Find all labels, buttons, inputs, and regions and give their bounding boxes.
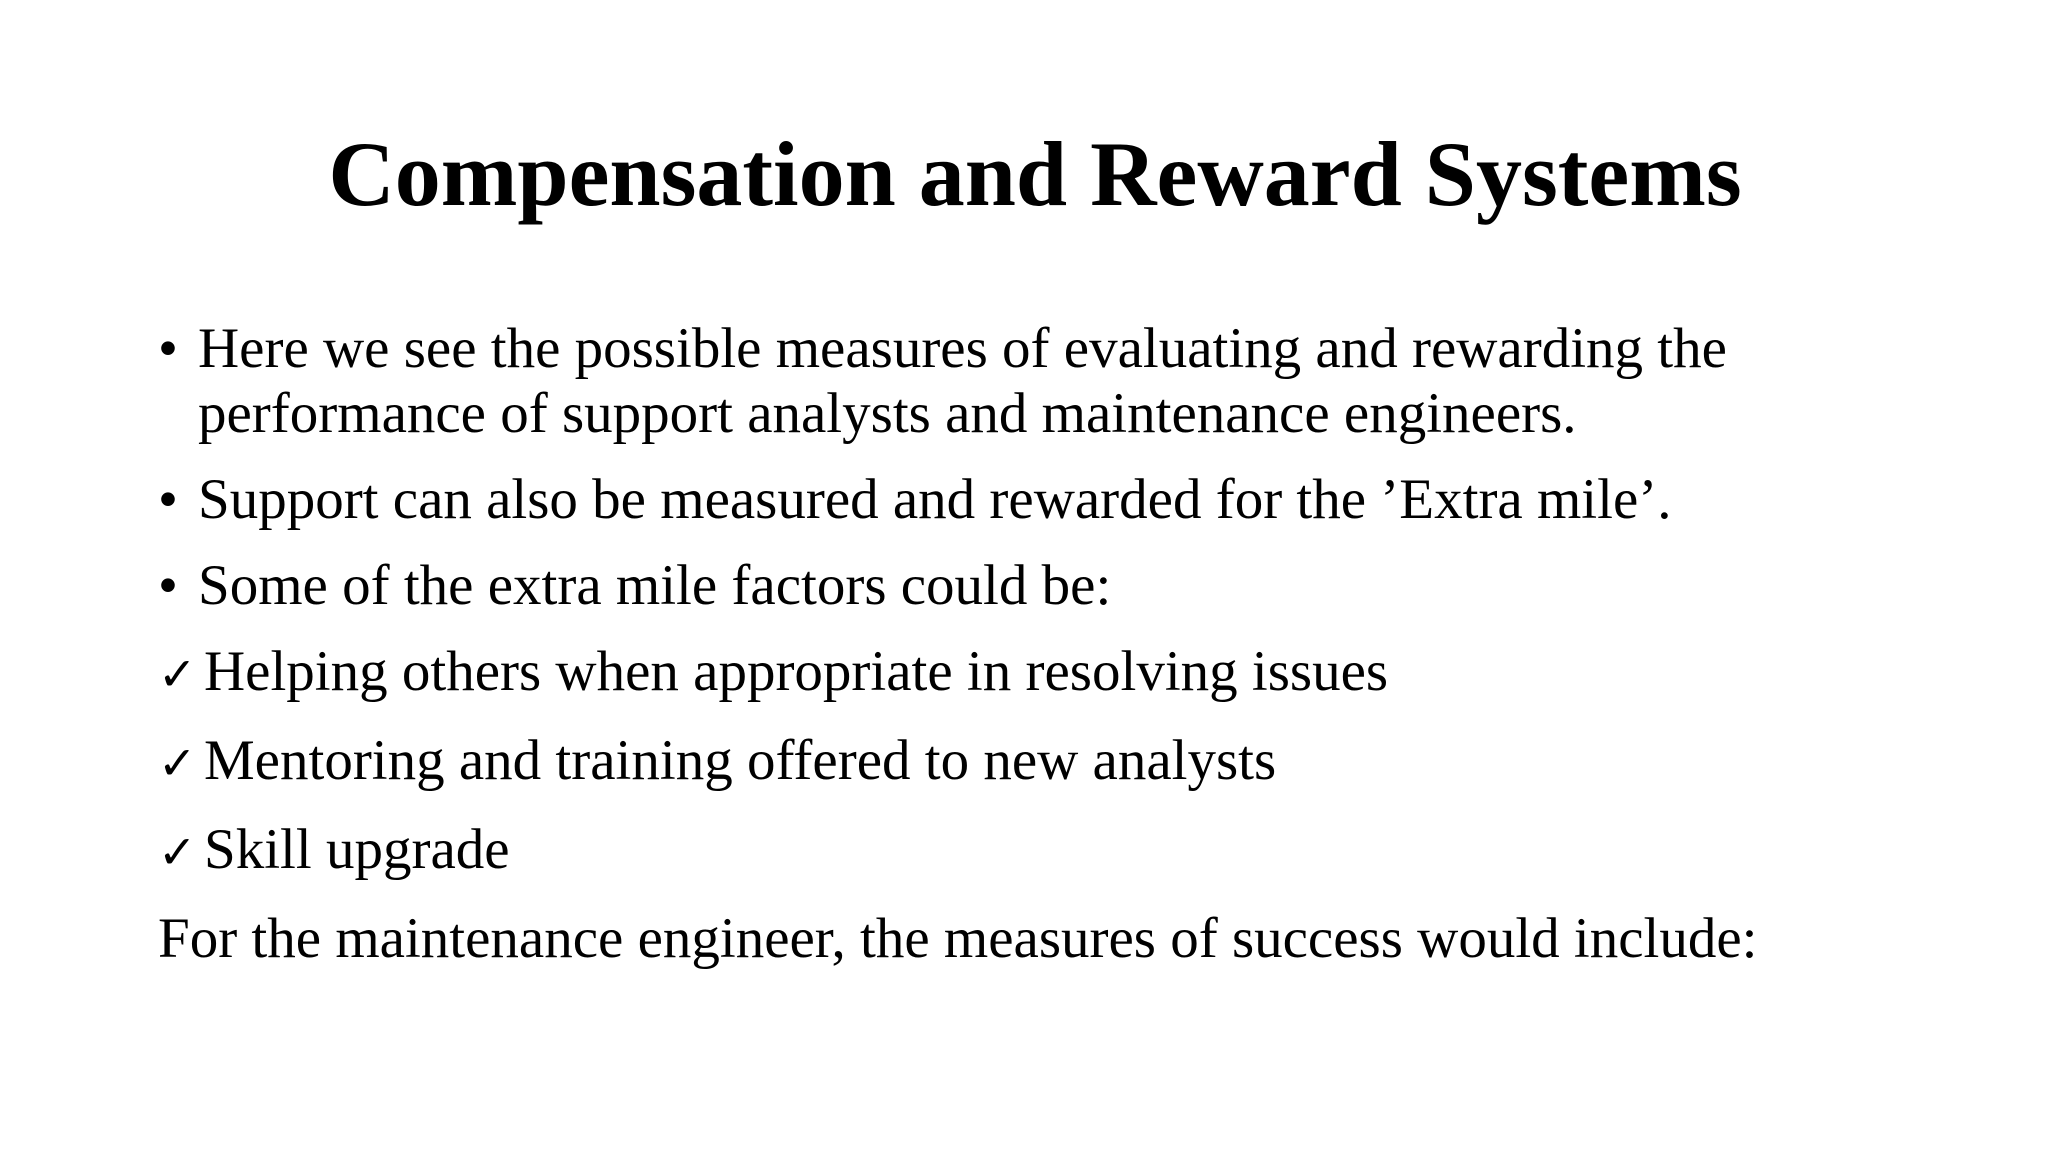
bullet-item (158, 467, 1968, 532)
check-text: Mentoring and training offered to new analysts (204, 729, 1277, 792)
bullet-item (158, 553, 1968, 618)
checkmark-icon: ✓ (158, 736, 197, 790)
checkmark-icon: ✓ (158, 825, 197, 879)
bullet-text: Some of the extra mile factors could be: (198, 554, 1112, 617)
closing-text: For the maintenance engineer, the measures of success would include: (158, 907, 1758, 970)
check-item (158, 728, 1968, 796)
check-item (158, 817, 1968, 885)
check-text: Helping others when appropriate in resolving issues (204, 640, 1389, 703)
bullet-marker: • (158, 468, 178, 531)
bullet-item (158, 316, 1968, 446)
checkmark-icon: ✓ (158, 647, 197, 701)
slide-title: Compensation and Reward Systems (328, 123, 1742, 225)
check-item (158, 639, 1968, 707)
check-text: Skill upgrade (204, 818, 510, 881)
bullet-marker: • (158, 554, 178, 617)
slide-body (158, 316, 1968, 971)
bullet-text: Here we see the possible measures of evaluating and rewarding the performance of support analysts and maintenance engineers. (198, 317, 1727, 445)
bullet-marker: • (158, 317, 178, 380)
bullet-text: Support can also be measured and rewarded for the ’Extra mile’. (198, 468, 1672, 531)
